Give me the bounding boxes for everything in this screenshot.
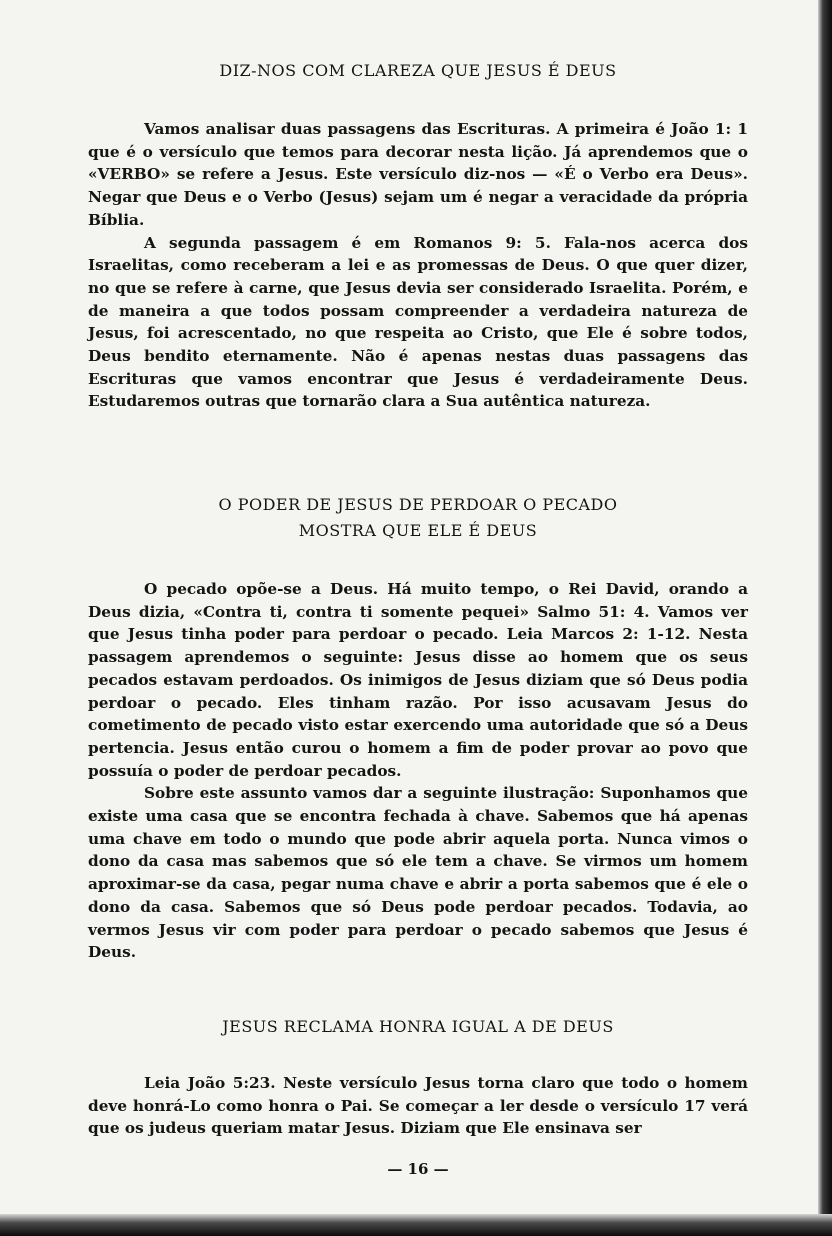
page-number: — 16 — (387, 1160, 449, 1178)
honor-text (88, 1072, 748, 1140)
scan-edge-right (818, 0, 832, 1236)
running-title: DIZ-NOS COM CLAREZA QUE JESUS É DEUS (219, 61, 617, 80)
paragraph: Sobre este assunto vamos dar a seguinte ilustração: Suponhamos que existe uma casa que se encontra fechada à chave. Sabemos que há apenas uma chave em todo o mundo que pode abrir aquela porta. Nunca vimos o dono da casa mas sabemos que só ele tem a chave. Se virmos um homem aproximar-se da casa, pegar numa chave e abrir a porta sabemos que é ele o dono da casa. Sabemos que só Deus pode perdoar pecados. Todavia, ao vermos Jesus vir com poder para perdoar o pecado sabemos que Jesus é Deus. (88, 784, 748, 962)
paragraph: O pecado opõe-se a Deus. Há muito tempo, o Rei David, orando a Deus dizia, «Contra ti, contra ti somente pequei» Salmo 51: 4. Vamos ver que Jesus tinha poder para perdoar o pecado. Leia Marcos 2: 1-12. Nesta passagem aprendemos o seguinte: Jesus disse ao homem que os seus pecados estavam perdoados. Os inimigos de Jesus diziam que só Deus podia perdoar o pecado. Eles tinham razão. Por isso acusavam Jesus do cometimento de pecado visto estar exercendo uma autoridade que só a Deus pertencia. Jesus então curou o homem a fim de poder provar ao povo que possuía o poder de perdoar pecados. (88, 580, 748, 780)
section-title-honor: JESUS RECLAMA HONRA IGUAL A DE DEUS (222, 1017, 614, 1036)
intro-text (88, 118, 748, 413)
paragraph: A segunda passagem é em Romanos 9: 5. Fala-nos acerca dos Israelitas, como receberam a lei e as promessas de Deus. O que quer dizer, no que se refere à carne, que Jesus devia ser considerado Israelita. Porém, e de maneira a que todos possam compreender a verdadeira natureza de Jesus, foi acrescentado, no que respeita ao Cristo, que Ele é sobre todos, Deus bendito eternamente. Não é apenas nestas duas passagens das Escrituras que vamos encontrar que Jesus é verdadeiramente Deus. Estudaremos outras que tornarão clara a Sua autêntica natureza. (88, 233, 748, 411)
scan-edge-bottom (0, 1214, 832, 1236)
section-title-forgiveness-line1: O PODER DE JESUS DE PERDOAR O PECADO (218, 495, 618, 514)
forgiveness-text (88, 578, 748, 964)
paragraph: Vamos analisar duas passagens das Escrituras. A primeira é João 1: 1 que é o versículo que temos para decorar nesta lição. Já aprendemos que o «VERBO» se refere a Jesus. Este versículo diz-nos — «É o Verbo era Deus». Negar que Deus e o Verbo (Jesus) sejam um é negar a veracidade da própria Bíblia. (88, 120, 748, 229)
section-title-forgiveness-line2: MOSTRA QUE ELE É DEUS (298, 521, 538, 540)
paragraph: Leia João 5:23. Neste versículo Jesus torna claro que todo o homem deve honrá-Lo como honra o Pai. Se começar a ler desde o versículo 17 verá que os judeus queriam matar Jesus. Diziam que Ele ensinava ser (88, 1074, 748, 1138)
